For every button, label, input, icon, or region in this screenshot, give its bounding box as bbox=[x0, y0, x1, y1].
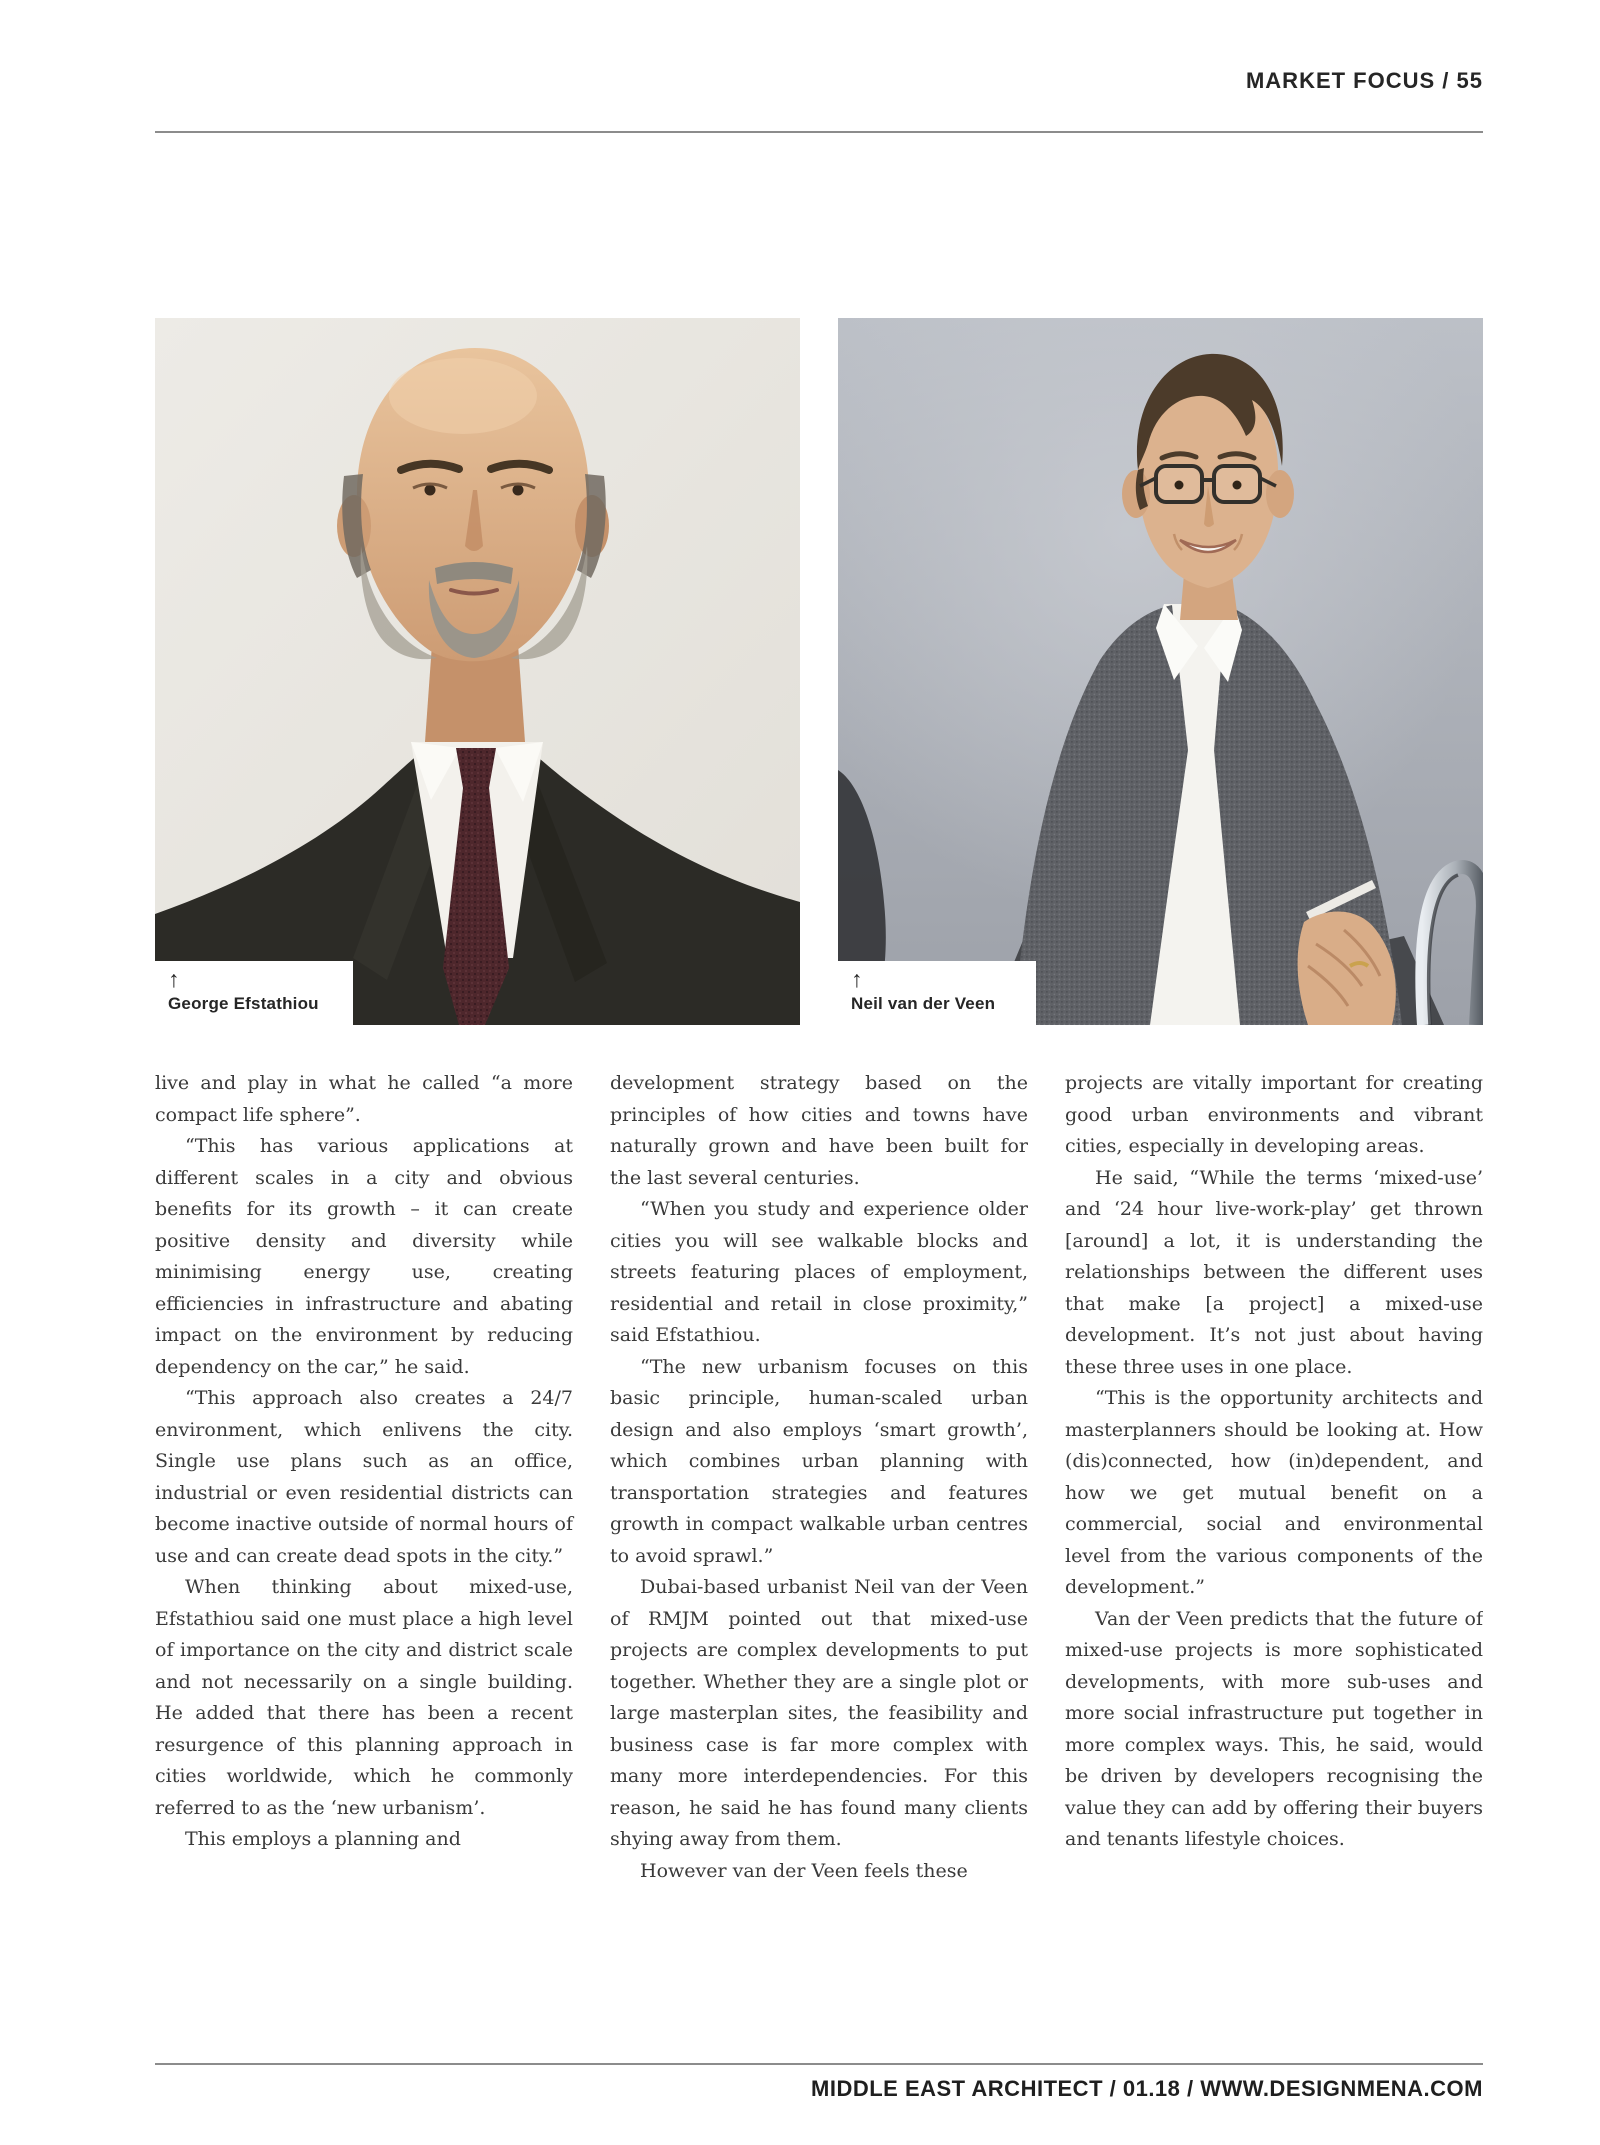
article-column-2 bbox=[610, 1068, 1028, 2043]
up-arrow-icon: ↑ bbox=[168, 966, 180, 992]
article-paragraph: This employs a planning and bbox=[185, 1828, 461, 1850]
photo-caption-name: George Efstathiou bbox=[168, 994, 319, 1013]
article-paragraph: Dubai-based urbanist Neil van der Veen of RMJM pointed out that mixed-use projects are complex developments to put together. Whether they are a single plot or large masterplan sites, the feasibility and business case is far more complex with many more interdependencies. For this reason, he said he has found many clients shying away from them. bbox=[610, 1576, 1028, 1850]
article-paragraph: live and play in what he called “a more compact life sphere”. bbox=[155, 1072, 573, 1126]
article-paragraph: “The new urbanism focuses on this basic principle, human-scaled urban design and also employs ‘smart growth’, which combines urban planning with transportation strategies and features growth in compact walkable urban centres to avoid sprawl.” bbox=[610, 1355, 1028, 1567]
photo-row bbox=[155, 318, 1483, 1025]
article-paragraph: “When you study and experience older cities you will see walkable blocks and streets featuring places of employment, residential and retail in close proximity,” said Efstathiou. bbox=[610, 1198, 1028, 1346]
article-paragraph: When thinking about mixed-use, Efstathiou said one must place a high level of importance on the city and district scale and not necessarily on a single building. He added that there has been a recent resurgence of this planning approach in cities worldwide, which he commonly referred to as the ‘new urbanism’. bbox=[155, 1576, 573, 1819]
photo-caption-name: Neil van der Veen bbox=[851, 994, 996, 1013]
page-header-title: MARKET FOCUS / 55 bbox=[1245, 68, 1483, 93]
article-paragraph: Van der Veen predicts that the future of mixed-use projects is more sophisticated developments, with more sub-uses and more social infrastructure put together in more complex ways. This, he said, would be driven by developers recognising the value they can add by offering their buyers and tenants lifestyle choices. bbox=[1065, 1607, 1483, 1850]
photo-george-efstathiou bbox=[155, 318, 800, 1025]
article-paragraph: projects are vitally important for creating good urban environments and vibrant cities, especially in developing areas. bbox=[1065, 1072, 1483, 1157]
article-paragraph: development strategy based on the principles of how cities and towns have naturally grown and have been built for the last several centuries. bbox=[610, 1072, 1028, 1189]
page-footer-text: MIDDLE EAST ARCHITECT / 01.18 / WWW.DESIGNMENA.COM bbox=[811, 2076, 1483, 2101]
article-paragraph: However van der Veen feels these bbox=[640, 1859, 968, 1882]
up-arrow-icon: ↑ bbox=[851, 966, 863, 992]
photo-neil-van-der-veen bbox=[838, 318, 1483, 1025]
portrait-george-illustration bbox=[155, 318, 800, 1025]
header-rule bbox=[155, 131, 1483, 133]
footer-rule bbox=[155, 2063, 1483, 2065]
article-column-1 bbox=[155, 1068, 573, 2043]
photo-caption bbox=[838, 961, 1036, 1025]
article-paragraph: He said, “While the terms ‘mixed-use’ and ‘24 hour live-work-play’ get thrown [around] a lot, it is understanding the relationships between the different uses that make [a project] a mixed-use development. It’s not just about having these three uses in one place. bbox=[1065, 1166, 1483, 1378]
article-paragraph: “This is the opportunity architects and masterplanners should be looking at. How (dis)connected, how (in)dependent, and how we get mutual benefit on a commercial, social and environmental level from the various components of the development.” bbox=[1065, 1387, 1483, 1598]
article-paragraph: “This approach also creates a 24/7 environment, which enlivens the city. Single use plans such as an office, industrial or even residential districts can become inactive outside of normal hours of use and can create dead spots in the city.” bbox=[155, 1387, 573, 1567]
article-paragraph: “This has various applications at different scales in a city and obvious benefits for its growth – it can create positive density and diversity while minimising energy use, creating efficiencies in infrastructure and abating impact on the environment by reducing dependency on the car,” he said. bbox=[155, 1135, 573, 1378]
article-column-3 bbox=[1065, 1068, 1483, 2043]
photo-caption bbox=[155, 961, 353, 1025]
article-body bbox=[155, 1068, 1483, 2043]
portrait-neil-illustration bbox=[838, 318, 1483, 1025]
